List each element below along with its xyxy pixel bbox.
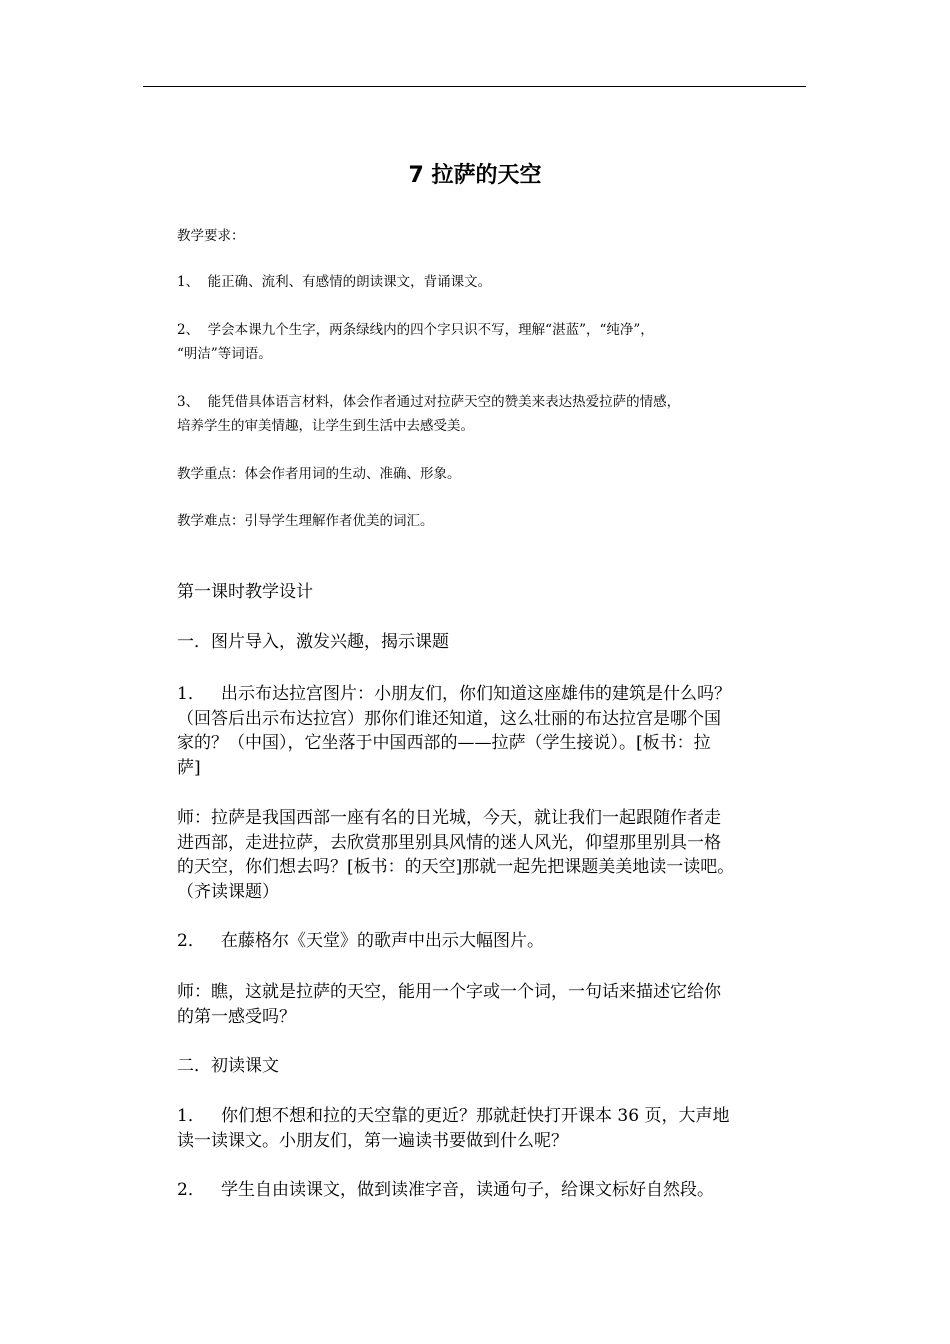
difficulty: 教学难点：引导学生理解作者优美的词汇。 [177,513,434,529]
section-2-item-1: 1． 你们想不想和拉的天空靠的更近？那就赶快打开课本 36 页，大声地 读一读课文。小朋友们，第一遍读书要做到什么呢？ [177,1106,730,1151]
section-1-item-1: 1． 出示布达拉宫图片：小朋友们，你们知道这座雄伟的建筑是什么吗？ （回答后出示布达拉宫）那你们谁还知道，这么壮丽的布达拉宫是哪个国 家的？（中国），它坐落于中国西部的——拉萨（学生接说）。[板书：拉 萨] [177,684,732,778]
section-2-heading: 二．初读课文 [177,1056,279,1076]
section-1-heading: 一．图片导入，激发兴趣，揭示课题 [177,632,449,652]
section-1-teacher-2: 师：瞧，这就是拉萨的天空，能用一个字或一个词，一句话来描述它给你 的第一感受吗？ [177,982,721,1027]
requirements-heading: 教学要求： [177,228,245,244]
section-1-teacher-1: 师：拉萨是我国西部一座有名的日光城，今天，就让我们一起跟随作者走 进西部，走进拉萨，去欣赏那里别具风情的迷人风光，仰望那里别具一格 的天空，你们想去吗？[板书：的天空]那就一起先把课题美美地读一读吧。 （齐读课题） [177,808,735,902]
header-rule [143,86,806,87]
requirement-item-2: 2、 学会本课九个生字，两条绿线内的四个字只识不写，理解“湛蓝”，“纯净”， “明洁”等词语。 [177,322,654,362]
section-2-item-2: 2． 学生自由读课文，做到读准字音，读通句子，给课文标好自然段。 [177,1180,715,1200]
lesson-heading: 第一课时教学设计 [177,582,313,602]
requirement-item-1: 1、 能正确、流利、有感情的朗读课文，背诵课文。 [177,274,492,290]
page-title: 7 拉萨的天空 [408,163,542,188]
key-point: 教学重点：体会作者用词的生动、准确、形象。 [177,466,461,482]
section-1-item-2: 2． 在藤格尔《天堂》的歌声中出示大幅图片。 [177,931,545,951]
requirement-item-3: 3、 能凭借具体语言材料，体会作者通过对拉萨天空的赞美来表达热爱拉萨的情感， 培养学生的审美情趣，让学生到生活中去感受美。 [177,394,681,434]
